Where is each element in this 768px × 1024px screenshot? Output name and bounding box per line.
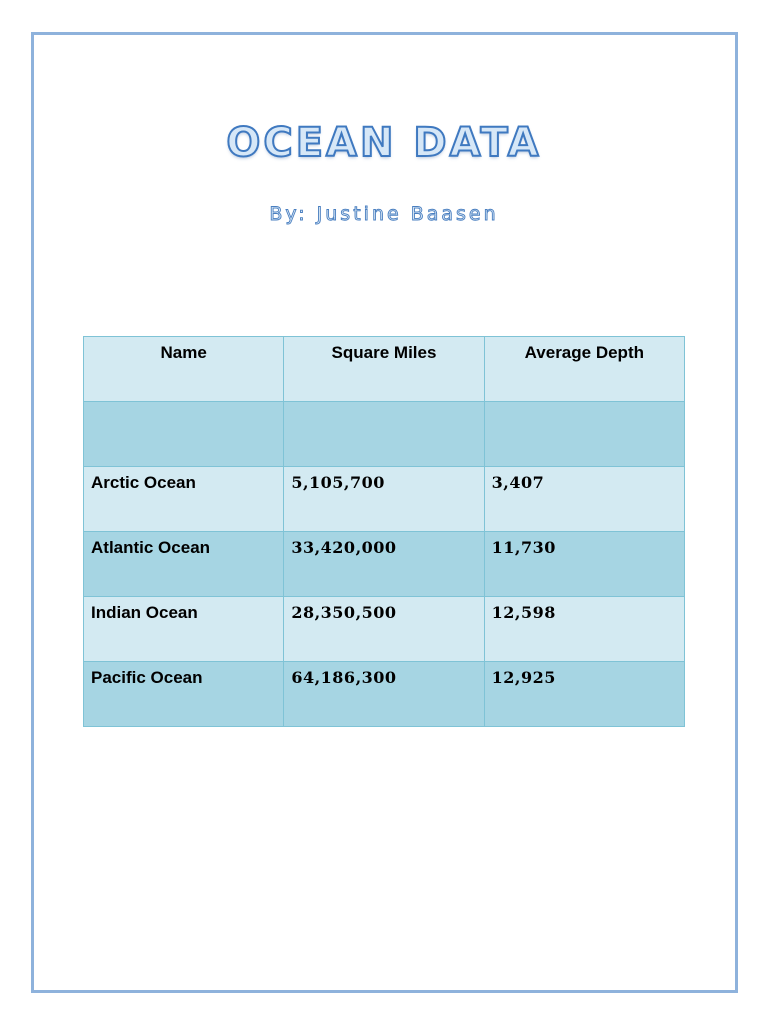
table-row-indian xyxy=(84,597,685,662)
cell-square-miles: 64,186,300 xyxy=(284,662,484,727)
document-title: OCEAN DATA xyxy=(226,120,542,166)
table-header-row xyxy=(84,337,685,402)
cell-average-depth: 11,730 xyxy=(484,532,684,597)
table-row-empty xyxy=(84,402,685,467)
cell-square-miles: 33,420,000 xyxy=(284,532,484,597)
column-header-square-miles: Square Miles xyxy=(284,337,484,402)
cell-name: Atlantic Ocean xyxy=(84,532,284,597)
table-row-arctic xyxy=(84,467,685,532)
cell-name: Pacific Ocean xyxy=(84,662,284,727)
cell-average-depth: 3,407 xyxy=(484,467,684,532)
cell-square-miles xyxy=(284,402,484,467)
cell-name: Indian Ocean xyxy=(84,597,284,662)
cell-average-depth: 12,598 xyxy=(484,597,684,662)
cell-average-depth: 12,925 xyxy=(484,662,684,727)
table-row-atlantic xyxy=(84,532,685,597)
cell-square-miles: 28,350,500 xyxy=(284,597,484,662)
document-subtitle: By: Justine Baasen xyxy=(269,203,499,225)
cell-name: Arctic Ocean xyxy=(84,467,284,532)
table-row-pacific xyxy=(84,662,685,727)
column-header-average-depth: Average Depth xyxy=(484,337,684,402)
column-header-name: Name xyxy=(84,337,284,402)
cell-average-depth xyxy=(484,402,684,467)
ocean-data-table xyxy=(83,336,685,727)
cell-square-miles: 5,105,700 xyxy=(284,467,484,532)
cell-name xyxy=(84,402,284,467)
